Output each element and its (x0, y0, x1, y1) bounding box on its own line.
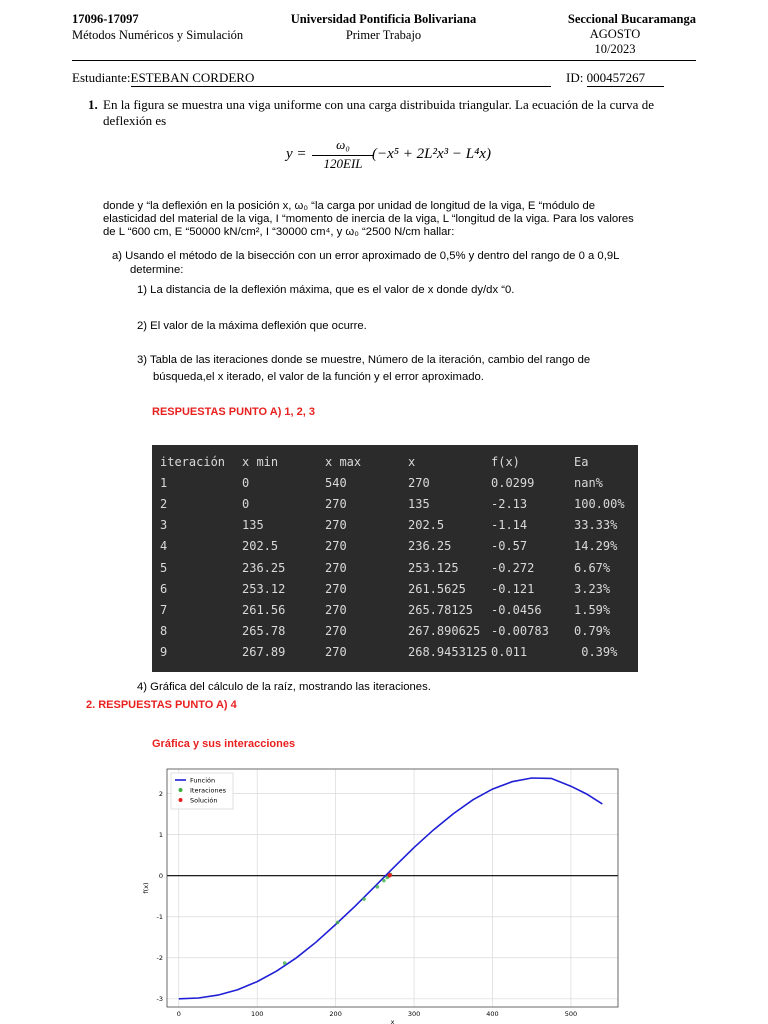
table-row (160, 578, 634, 599)
item-1: 1) La distancia de la deflexión máxima, que es el valor de x donde dy/dx “0. (137, 284, 515, 296)
table-cell: -0.00783 (491, 624, 549, 639)
table-cell: 0.79% (574, 624, 611, 639)
chart-grid (167, 769, 618, 1007)
table-cell: 0 (242, 496, 250, 511)
chart-ticks (157, 790, 578, 1018)
x-tick-label: 0 (176, 1010, 181, 1018)
x-axis-label: x (390, 1018, 395, 1024)
table-header: x max (325, 454, 362, 469)
table-cell: 202.5 (408, 518, 445, 533)
table-cell: 540 (325, 475, 347, 490)
table-header: iteración (160, 454, 226, 469)
date: 10/2023 (594, 42, 636, 56)
table-cell: 1.59% (574, 602, 611, 617)
course-code: 17096-17097 (72, 12, 139, 26)
table-cell: 270 (408, 475, 430, 490)
student-id-row (566, 70, 664, 87)
table-cell: -0.0456 (491, 602, 542, 617)
table-row (160, 536, 634, 557)
table-header: Ea (574, 454, 589, 469)
table-row (160, 515, 634, 536)
bisection-chart (140, 765, 620, 1024)
table-row (160, 599, 634, 620)
legend-dot-icon (179, 798, 183, 802)
table-header: x min (242, 454, 279, 469)
iteration-point (362, 897, 366, 901)
table-cell: nan% (574, 475, 603, 490)
iteration-point (382, 879, 386, 883)
table-cell: 270 (325, 645, 347, 660)
table-cell: 253.125 (408, 560, 459, 575)
equation-numerator: ω₀ (336, 137, 350, 152)
month: AGOSTO (589, 27, 641, 41)
table-cell: 253.12 (242, 581, 286, 596)
table-cell: 0.011 (491, 645, 528, 660)
table-cell: 3 (160, 518, 168, 533)
table-cell: 270 (325, 602, 347, 617)
legend-label-solution: Solución (190, 796, 218, 805)
table-cell: 9 (160, 645, 168, 660)
part-a-text-1: a) Usando el método de la bisección con un error aproximado de 0,5% y dentro del rango de 0 a 0,9L (112, 250, 620, 262)
table-header-row (160, 451, 634, 472)
table-cell: 6.67% (574, 560, 611, 575)
table-cell: 265.78 (242, 624, 286, 639)
table-row (160, 557, 634, 578)
legend-dot-icon (179, 788, 183, 792)
problem-number: 1. (88, 97, 98, 112)
y-tick-label: -3 (156, 995, 163, 1004)
table-cell: 270 (325, 518, 347, 533)
iteration-table-grid (160, 451, 634, 663)
table-row (160, 642, 634, 663)
iteration-table (152, 445, 638, 672)
table-row (160, 621, 634, 642)
iteration-point (283, 961, 287, 965)
chart-heading: Gráfica y sus interacciones (152, 738, 296, 750)
table-cell: 236.25 (242, 560, 286, 575)
x-tick-label: 100 (250, 1010, 264, 1018)
table-cell: 33.33% (574, 518, 618, 533)
chart-legend (171, 773, 233, 809)
problem-text-2: deflexión es (103, 113, 167, 128)
table-cell: 270 (325, 624, 347, 639)
where-text-2: elasticidad del material de la viga, I “momento de inercia de la viga, L “longitud de la viga. Para los valores (103, 213, 634, 225)
iteration-point (376, 885, 380, 889)
table-cell: -0.121 (491, 581, 535, 596)
table-row (160, 493, 634, 514)
student-row (72, 70, 551, 87)
iteration-point (336, 921, 340, 925)
x-tick-label: 200 (329, 1010, 342, 1018)
equation-denominator: 120EIL (323, 156, 363, 171)
student-name-line (131, 70, 551, 87)
course-name: Métodos Numéricos y Simulación (72, 28, 244, 42)
item-3-line-2: búsqueda,el x iterado, el valor de la función y el error aproximado. (153, 371, 484, 383)
table-cell: 267.890625 (408, 624, 481, 639)
table-cell: 0 (242, 475, 250, 490)
equation-lhs: y = (286, 146, 307, 162)
x-tick-label: 400 (486, 1010, 499, 1018)
table-header: x (408, 454, 416, 469)
student-id: 000457267 (586, 70, 646, 85)
function-curve (179, 778, 603, 999)
table-cell: 8 (160, 624, 168, 639)
table-row (160, 472, 634, 493)
table-cell: 3.23% (574, 581, 611, 596)
where-text-1: donde y “la deflexión en la posición x, ω₀ “la carga por unidad de longitud de la viga, E “módulo de (103, 200, 596, 212)
x-tick-label: 500 (564, 1010, 578, 1018)
item-2: 2) El valor de la máxima deflexión que ocurre. (137, 320, 367, 332)
table-cell: 0.39% (574, 645, 618, 660)
student-name: ESTEBAN CORDERO (130, 70, 255, 85)
table-cell: 270 (325, 539, 347, 554)
table-cell: 135 (408, 496, 430, 511)
table-cell: 236.25 (408, 539, 452, 554)
table-cell: -0.57 (491, 539, 528, 554)
answers-title: RESPUESTAS PUNTO A) 1, 2, 3 (152, 406, 316, 418)
iteration-points (283, 873, 392, 965)
id-label: ID: (566, 70, 584, 85)
part-a-text-2: determine: (130, 264, 184, 276)
table-cell: 4 (160, 539, 168, 554)
y-tick-label: -1 (156, 913, 163, 922)
problem-text-1: En la figura se muestra una viga uniforme con una carga distribuida triangular. La ecuación de la curva de (103, 97, 654, 112)
equation-rhs: (−x⁵ + 2L²x³ − L⁴x) (372, 146, 491, 162)
table-cell: -0.272 (491, 560, 535, 575)
solution-point-group (388, 873, 392, 877)
header-divider (72, 60, 696, 61)
table-cell: -1.14 (491, 518, 528, 533)
table-cell: 268.9453125 (408, 645, 488, 660)
table-cell: 0.0299 (491, 475, 535, 490)
answers-title-2: 2. RESPUESTAS PUNTO A) 4 (86, 699, 237, 711)
id-line (587, 70, 664, 87)
table-cell: 135 (242, 518, 264, 533)
y-tick-label: 0 (158, 871, 163, 880)
item-4: 4) Gráfica del cálculo de la raíz, mostrando las iteraciones. (137, 681, 431, 693)
table-cell: 261.56 (242, 602, 286, 617)
table-cell: 270 (325, 560, 347, 575)
y-axis-label: f(x) (142, 882, 150, 894)
plot-frame (167, 769, 618, 1007)
table-cell: 202.5 (242, 539, 279, 554)
legend-label-function: Función (190, 776, 216, 785)
table-cell: 100.00% (574, 496, 625, 511)
where-text-3: de L “600 cm, E “50000 kN/cm², I “30000 cm⁴, y ω₀ “2500 N/cm hallar: (103, 226, 455, 238)
table-cell: 1 (160, 475, 168, 490)
y-tick-label: 2 (158, 789, 163, 798)
table-cell: 265.78125 (408, 602, 474, 617)
table-cell: 14.29% (574, 539, 618, 554)
table-cell: 2 (160, 496, 168, 511)
solution-point (388, 873, 392, 877)
y-tick-label: -2 (156, 954, 163, 963)
y-tick-label: 1 (158, 830, 163, 839)
x-tick-label: 300 (407, 1010, 421, 1018)
table-cell: 261.5625 (408, 581, 466, 596)
university-name: Universidad Pontificia Bolivariana (290, 12, 477, 26)
legend-label-iterations: Iteraciones (190, 786, 226, 795)
table-cell: 267.89 (242, 645, 286, 660)
table-header: f(x) (491, 454, 520, 469)
item-3-line-1: 3) Tabla de las iteraciones donde se muestre, Número de la iteración, cambio del rango de (137, 354, 591, 366)
table-cell: 7 (160, 602, 168, 617)
student-label: Estudiante: (72, 70, 131, 85)
table-cell: 6 (160, 581, 168, 596)
table-cell: 5 (160, 560, 168, 575)
campus-name: Seccional Bucaramanga (567, 12, 696, 26)
table-cell: 270 (325, 581, 347, 596)
table-cell: 270 (325, 496, 347, 511)
assignment-title: Primer Trabajo (345, 28, 422, 42)
table-cell: -2.13 (491, 496, 528, 511)
